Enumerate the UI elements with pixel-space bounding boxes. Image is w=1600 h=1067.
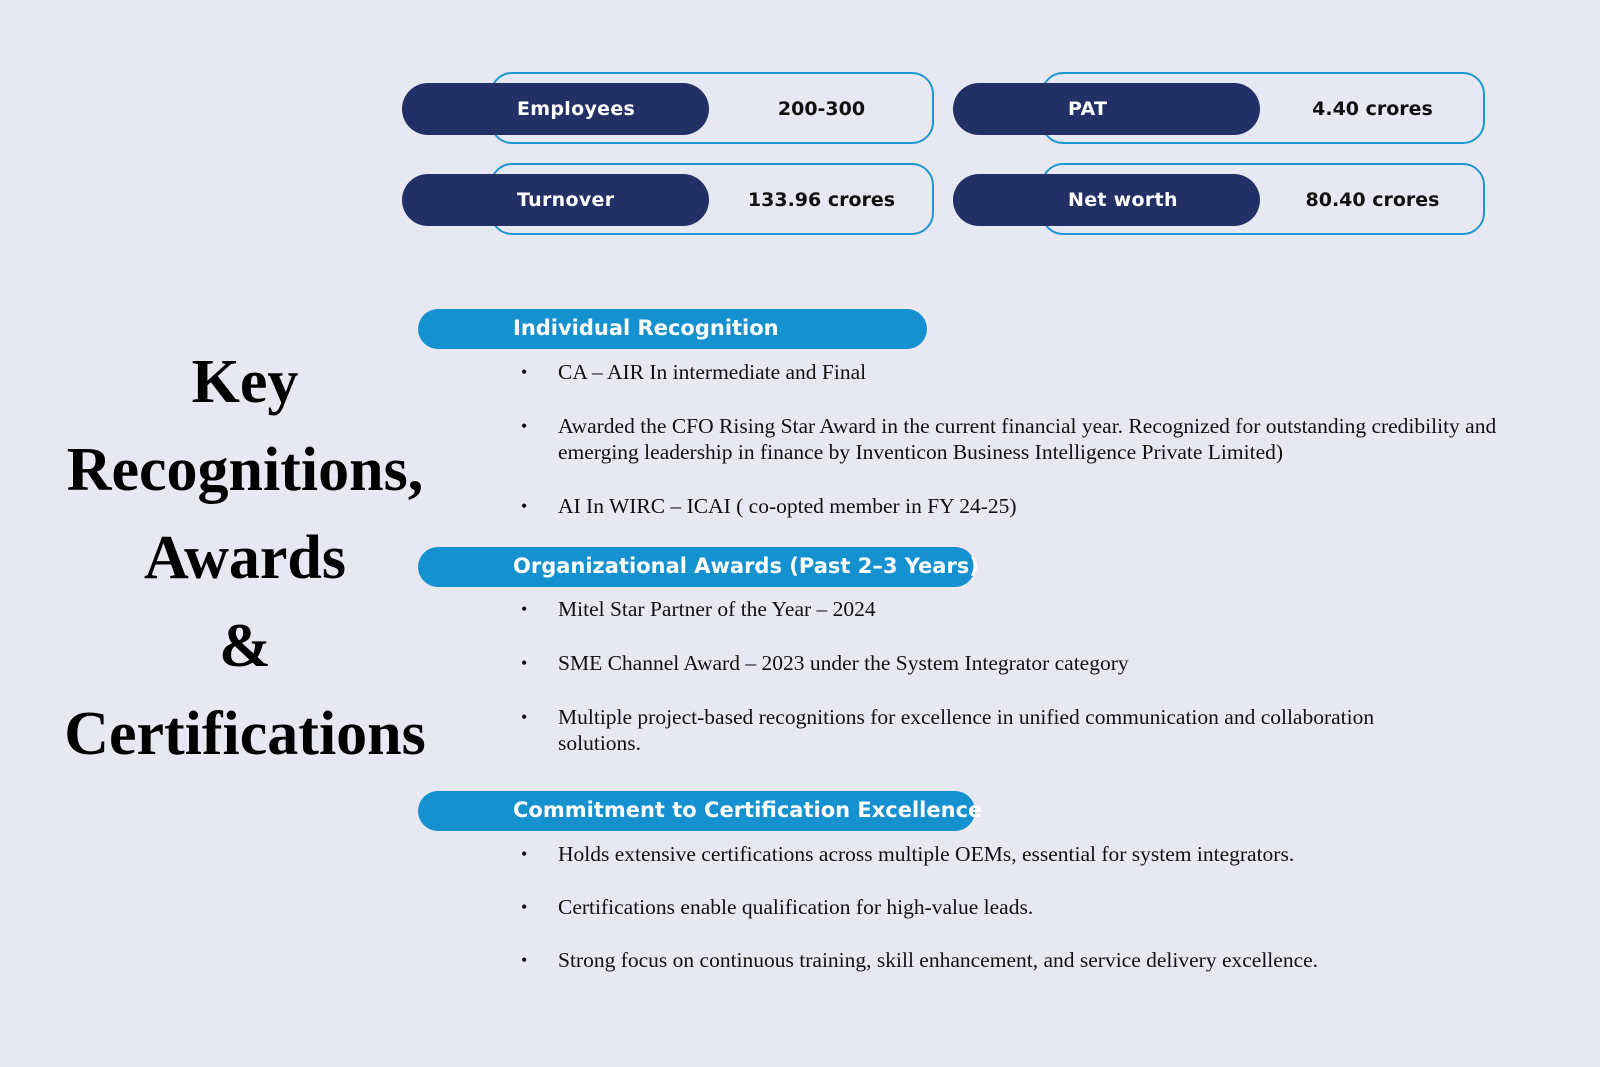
- bullet-icon: •: [521, 496, 528, 516]
- list-item-text: Multiple project-based recognitions for excellence in unified communication and collaboration solutions.: [558, 705, 1375, 755]
- title-line: Awards: [143, 524, 347, 592]
- bullet-icon: •: [521, 599, 528, 619]
- list-item: [519, 894, 1499, 920]
- bullet-icon: •: [521, 844, 528, 864]
- stat-label: Net worth: [1068, 189, 1178, 211]
- stat-value: 80.40 crores: [1305, 189, 1440, 211]
- title-line: &: [219, 612, 271, 680]
- bullet-icon: •: [521, 950, 528, 970]
- stat-employees: [402, 72, 934, 148]
- list-item: [519, 947, 1499, 973]
- section-header-organizational-awards: Organizational Awards (Past 2–3 Years): [418, 547, 975, 587]
- list-item: [519, 359, 1499, 385]
- certification-excellence-list: [519, 841, 1499, 973]
- list-item: [519, 841, 1499, 867]
- list-item-text: AI In WIRC – ICAI ( co-opted member in FY 24-25): [558, 494, 1017, 518]
- stat-label: Turnover: [517, 189, 615, 211]
- list-item-text: CA – AIR In intermediate and Final: [558, 360, 867, 384]
- title-line: Key: [191, 348, 299, 416]
- section-header-individual-recognition: Individual Recognition: [418, 309, 927, 349]
- bullet-icon: •: [521, 653, 528, 673]
- section-header-certification-excellence: Commitment to Certification Excellence: [418, 791, 975, 831]
- list-item-text: Holds extensive certifications across multiple OEMs, essential for system integrators.: [558, 842, 1295, 866]
- bullet-icon: •: [521, 707, 528, 727]
- list-item: [519, 704, 1458, 756]
- stat-net-worth: [953, 163, 1485, 239]
- stat-pat: [953, 72, 1485, 148]
- stat-label: Employees: [517, 98, 636, 120]
- stat-label: PAT: [1068, 98, 1108, 120]
- title-line: Certifications: [64, 700, 426, 768]
- list-item-text: Certifications enable qualification for high-value leads.: [558, 895, 1034, 919]
- list-item-text: SME Channel Award – 2023 under the System Integrator category: [558, 651, 1129, 675]
- list-item: [519, 493, 1499, 519]
- stat-value: 4.40 crores: [1312, 98, 1433, 120]
- stat-value: 133.96 crores: [747, 189, 896, 211]
- stat-turnover: [402, 163, 934, 239]
- list-item: [519, 596, 1499, 622]
- list-item: [519, 650, 1499, 676]
- bullet-icon: •: [521, 362, 528, 382]
- page-title: [50, 338, 440, 778]
- title-line: Recognitions,: [66, 436, 424, 504]
- individual-recognition-list: [519, 359, 1499, 519]
- list-item-text: Mitel Star Partner of the Year – 2024: [558, 597, 876, 621]
- list-item: [519, 413, 1499, 465]
- stat-value: 200-300: [777, 98, 866, 120]
- organizational-awards-list: [519, 596, 1499, 756]
- bullet-icon: •: [521, 897, 528, 917]
- list-item-text: Strong focus on continuous training, skill enhancement, and service delivery excellence.: [558, 948, 1319, 972]
- bullet-icon: •: [521, 416, 528, 436]
- list-item-text: Awarded the CFO Rising Star Award in the current financial year. Recognized for outstanding credibility and emerging leadership in finance by Inventicon Business Intelligence Private Limited): [558, 414, 1497, 464]
